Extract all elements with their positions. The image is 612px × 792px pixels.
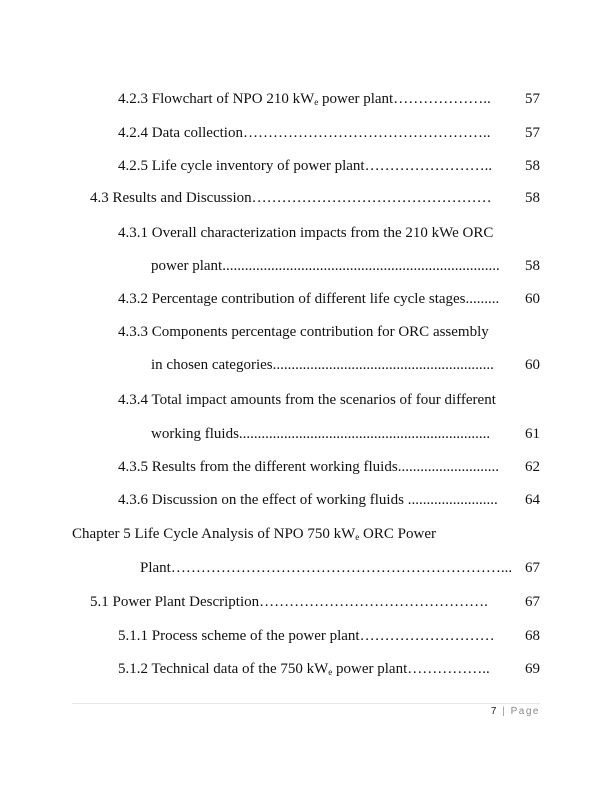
footer-page-label: Page xyxy=(510,706,540,717)
entry-title: 4.2.5 Life cycle inventory of power plant xyxy=(118,158,365,174)
page-number: 58 xyxy=(525,158,540,174)
page-footer xyxy=(491,706,540,717)
dot-leader: …………………….. xyxy=(364,158,493,174)
toc-entry-chapter-5-cont xyxy=(140,559,540,577)
entry-title: power plant xyxy=(151,258,223,274)
page-number: 68 xyxy=(525,628,540,644)
toc-entry-4-3-1 xyxy=(118,224,540,242)
page-number: 61 xyxy=(525,426,540,442)
dot-leader: …………………………………………………………... xyxy=(170,560,513,576)
dot-leader: ………………………………………….. xyxy=(242,125,491,141)
page-number: 57 xyxy=(525,125,540,141)
subscript-e: e xyxy=(328,667,333,677)
page-number: 67 xyxy=(525,560,540,576)
page-number: 60 xyxy=(525,291,540,307)
entry-title: Plant xyxy=(140,560,171,576)
page-number: 60 xyxy=(525,357,540,373)
subscript-e: e xyxy=(314,97,319,107)
toc-entry-4-3-3 xyxy=(118,323,540,341)
dot-leader: ………………………………………. xyxy=(259,594,488,610)
toc-entry-4-2-3 xyxy=(118,90,540,108)
footer-page-number: 7 xyxy=(490,706,498,717)
entry-title: 4.3.5 Results from the different working fluids xyxy=(118,459,398,475)
toc-entry-5-1-2 xyxy=(118,660,540,678)
entry-title: 4.3.4 Total impact amounts from the scenarios of four different xyxy=(118,392,496,408)
entry-title: 4.3 Results and Discussion xyxy=(90,190,252,206)
page-number: 67 xyxy=(525,594,540,610)
dot-leader: ................................................................... xyxy=(238,426,491,442)
footer-separator: | xyxy=(497,706,511,717)
toc-entry-chapter-5 xyxy=(72,525,540,543)
toc-entry-5-1 xyxy=(90,593,540,611)
entry-title: 4.3.3 Components percentage contribution for ORC assembly xyxy=(118,324,489,340)
entry-title: 5.1.1 Process scheme of the power plant xyxy=(118,628,360,644)
page-number: 57 xyxy=(525,91,540,107)
dot-leader: ……………….. xyxy=(393,91,491,107)
entry-title: in chosen categories xyxy=(151,357,273,373)
page-number: 62 xyxy=(525,459,540,475)
dot-leader: ........................ xyxy=(407,492,498,508)
toc-entry-4-3 xyxy=(90,189,540,207)
dot-leader: ........................... xyxy=(397,459,499,475)
page-number: 58 xyxy=(525,190,540,206)
toc-entry-4-3-2 xyxy=(118,290,540,308)
toc-entry-4-3-4 xyxy=(118,391,540,409)
dot-leader: ………………………………………… xyxy=(251,190,492,206)
toc-entry-4-2-5 xyxy=(118,157,540,175)
page-number: 64 xyxy=(525,492,540,508)
page-number: 69 xyxy=(525,661,540,677)
toc-entry-4-3-4-cont xyxy=(151,425,540,443)
toc-entry-4-3-3-cont xyxy=(151,356,540,374)
entry-title: 5.1.2 Technical data of the 750 $kW_e$ power plant xyxy=(118,661,408,677)
entry-title: Chapter 5 Life Cycle Analysis of NPO 750 $kW_e$ ORC Power xyxy=(72,526,436,542)
entry-title: 4.3.2 Percentage contribution of different life cycle stages xyxy=(118,291,466,307)
toc-entry-5-1-1 xyxy=(118,627,540,645)
toc-entry-4-3-6 xyxy=(118,491,540,509)
subscript-e: e xyxy=(355,532,360,542)
toc-entry-4-3-1-cont xyxy=(151,257,540,275)
entry-title: working fluids xyxy=(151,426,239,442)
toc-entry-4-3-5 xyxy=(118,458,540,476)
page-number: 58 xyxy=(525,258,540,274)
entry-title: 4.2.4 Data collection xyxy=(118,125,243,141)
dot-leader: …………….. xyxy=(407,661,490,677)
toc-entry-4-2-4 xyxy=(118,124,540,142)
dot-leader: ........................................................... xyxy=(272,357,494,373)
entry-title: 4.3.1 Overall characterization impacts from the 210 kWe ORC xyxy=(118,225,494,241)
dot-leader: ......... xyxy=(465,291,500,307)
entry-title: 4.3.6 Discussion on the effect of working fluids xyxy=(118,492,408,508)
dot-leader: ……………………… xyxy=(359,628,495,644)
footer-divider xyxy=(72,703,540,704)
entry-title: 5.1 Power Plant Description xyxy=(90,594,260,610)
entry-title: 4.2.3 Flowchart of NPO 210 $kW_e$ power plant xyxy=(118,91,394,107)
dot-leader: .......................................................................... xyxy=(222,258,500,274)
